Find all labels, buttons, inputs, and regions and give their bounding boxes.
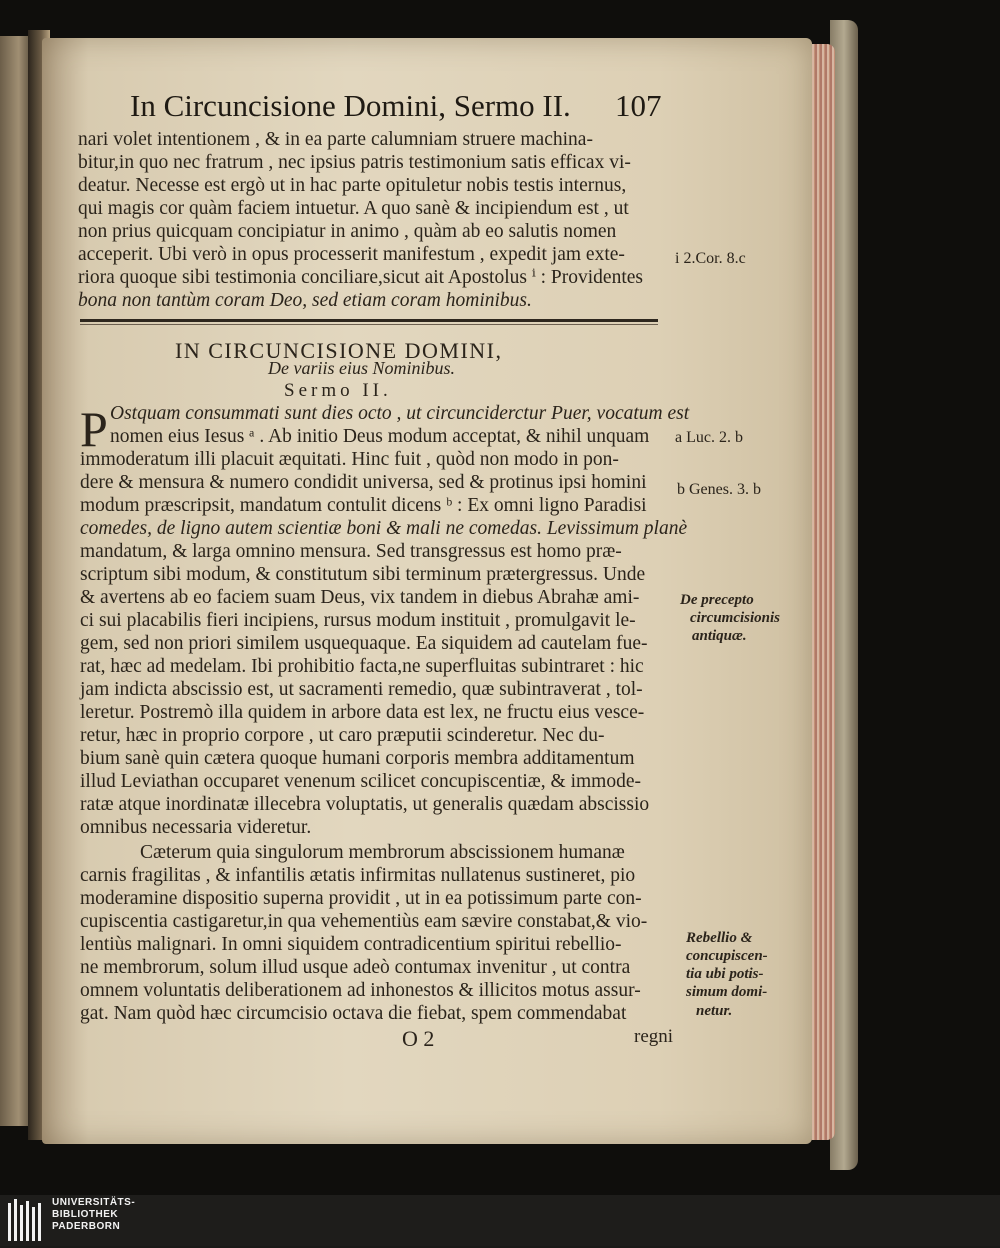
text-line: gat. Nam quòd hæc circumcisio octava die fiebat, spem commendabat	[80, 1003, 627, 1024]
text-line: deatur. Necesse est ergò ut in hac parte opituletur nobis testis internus,	[78, 175, 627, 196]
text-line: Cæterum quia singulorum membrorum abscissionem humanæ	[140, 842, 625, 863]
text-line: gem, sed non priori similem usquequaque. Ea siquidem ad cautelam fue-	[80, 633, 648, 654]
text-line: non prius quicquam concipiatur in animo , quàm ab eo salutis nomen	[78, 221, 617, 242]
text-line: bitur,in quo nec fratrum , nec ipsius patris testimonium satis efficax vi-	[78, 152, 631, 173]
drop-capital: P	[80, 401, 108, 457]
margin-note: De precepto	[680, 592, 754, 608]
text-line: comedes, de ligno autem scientiæ boni & mali ne comedas. Levissimum planè	[80, 518, 688, 539]
text-line: acceperit. Ubi verò in opus processerit manifestum , expedit jam exte-	[78, 244, 625, 265]
catchword: regni	[634, 1026, 674, 1047]
text-line: carnis fragilitas , & infantilis ætatis infirmitas nullatenus sustineret, pio	[80, 865, 636, 886]
running-head: In Circuncisione Domini, Sermo II.	[130, 88, 571, 123]
text-line: moderamine dispositio superna providit , ut in ea potissimum parte con-	[80, 888, 642, 909]
text-line: cupiscentia castigaretur,in qua vehementiùs eam sævire constabat,& vio-	[80, 911, 648, 932]
margin-note: concupiscen-	[686, 948, 768, 964]
signature-mark: O 2	[402, 1026, 435, 1051]
text-line: scriptum sibi modum, & constitutum sibi terminum prætergressus. Unde	[80, 564, 646, 585]
text-line: retur, hæc in proprio corpore , ut caro præputii scinderetur. Nec du-	[80, 725, 605, 746]
sermon-title: Sermo II.	[284, 380, 392, 401]
text-line: nomen eius Iesus ᵃ . Ab initio Deus modum acceptat, & nihil unquam	[110, 426, 650, 447]
text-line: illud Leviathan occuparet venenum scilicet concupiscentiæ, & immode-	[80, 771, 641, 792]
margin-note: circumcisionis	[690, 610, 781, 626]
text-line: immoderatum illi placuit æquitati. Hinc fuit , quòd non modo in pon-	[80, 449, 619, 470]
margin-note: Rebellio &	[686, 930, 753, 946]
library-name-line: UNIVERSITÄTS-	[52, 1197, 136, 1208]
text-line: Ostquam consummati sunt dies octo , ut circunciderctur Puer, vocatum est	[110, 403, 690, 424]
text-line: rat, hæc ad medelam. Ibi prohibitio facta,ne superfluitas subintraret : hic	[80, 656, 644, 677]
margin-note: netur.	[696, 1003, 733, 1019]
section-rule-thin	[80, 324, 658, 325]
library-name	[52, 1197, 135, 1233]
section-rule	[80, 319, 658, 322]
margin-note: tia ubi potis-	[686, 966, 764, 982]
library-logo-icon	[8, 1197, 48, 1248]
text-line: riora quoque sibi testimonia conciliare,sicut ait Apostolus ⁱ : Providentes	[78, 267, 643, 288]
text-line: lentiùs malignari. In omni siquidem contradicentium spiritui rebellio-	[80, 934, 622, 955]
section-heading: IN CIRCUNCISIONE DOMINI,	[175, 338, 503, 363]
section-subheading: De variis eius Nominibus.	[268, 358, 455, 378]
library-name-line: BIBLIOTHEK	[52, 1209, 119, 1220]
text-line: dere & mensura & numero condidit universa, sed & protinus ipsi homini	[80, 472, 647, 493]
text-line: leretur. Postremò illa quidem in arbore data est lex, ne fructu eius vesce-	[80, 702, 645, 723]
text-line: modum præscripsit, mandatum contulit dicens ᵇ : Ex omni ligno Paradisi	[80, 495, 647, 516]
text-line: ne membrorum, solum illud usque adeò contumax invenitur , ut contra	[80, 957, 631, 978]
text-line: omnem voluntatis deliberationem ad inhonestos & illicitos motus assur-	[80, 980, 641, 1001]
margin-note: a Luc. 2. b	[675, 429, 743, 446]
text-line: bona non tantùm coram Deo, sed etiam coram hominibus.	[78, 290, 532, 311]
text-line: mandatum, & larga omnino mensura. Sed transgressus est homo præ-	[80, 541, 622, 562]
page-number: 107	[615, 88, 662, 123]
margin-note: b Genes. 3. b	[677, 481, 761, 498]
margin-note: antiquæ.	[692, 628, 747, 644]
text-line: jam indicta abscissio est, ut sacramenti remedio, quæ subintraverat , tol-	[80, 679, 643, 700]
margin-note: i 2.Cor. 8.c	[675, 250, 746, 267]
text-line: ci sui placabilis fieri incipiens, rursus modum instituit , promulgavit le-	[80, 610, 636, 631]
text-line: bium sanè quin cætera quoque humani corporis membra additamentum	[80, 748, 635, 769]
text-line: qui magis cor quàm faciem intuetur. A quo sanè & incipiendum est , ut	[78, 198, 629, 219]
margin-note: simum domi-	[686, 984, 768, 1000]
text-line: ratæ atque inordinatæ illecebra voluptatis, ut generalis quædam abscissio	[80, 794, 650, 815]
library-name-line: PADERBORN	[52, 1221, 121, 1232]
library-footer	[0, 1195, 1000, 1246]
text-line: & avertens ab eo faciem suam Deus, vix tandem in diebus Abrahæ ami-	[80, 587, 640, 608]
text-line: omnibus necessaria videretur.	[80, 817, 312, 838]
text-line: nari volet intentionem , & in ea parte calumniam struere machina-	[78, 129, 593, 150]
